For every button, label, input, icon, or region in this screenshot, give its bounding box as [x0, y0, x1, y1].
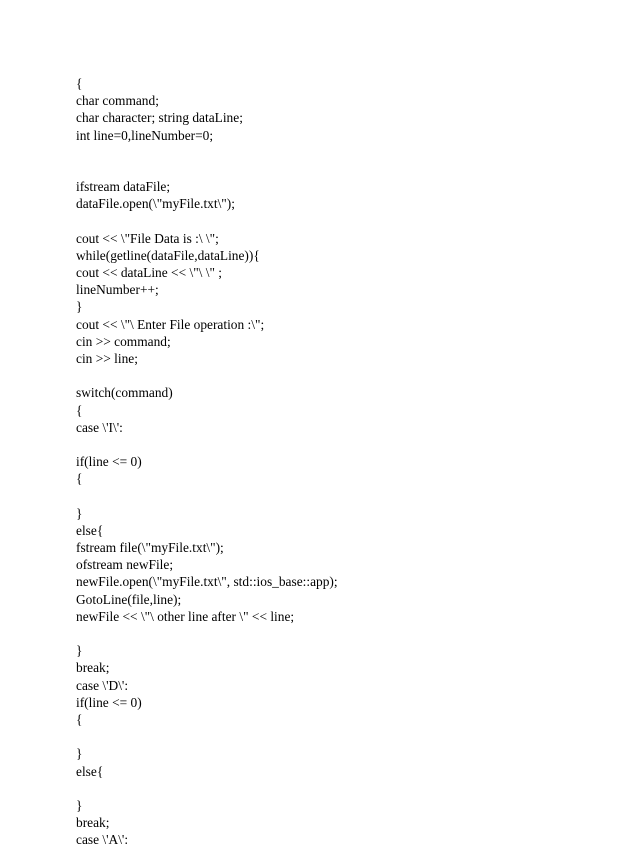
code-line: switch(command): [76, 385, 173, 401]
code-line: }: [76, 643, 83, 659]
code-line: else{: [76, 763, 104, 779]
code-line: int line=0,lineNumber=0;: [76, 127, 214, 143]
code-line: case \'I\':: [76, 419, 123, 435]
code-line: }: [76, 746, 83, 762]
code-line: case \'D\':: [76, 677, 129, 693]
code-line: if(line <= 0): [76, 694, 142, 710]
code-line: }: [76, 797, 83, 813]
code-line: cout << \"File Data is :\ \";: [76, 230, 219, 246]
code-line: cin >> command;: [76, 333, 171, 349]
code-line: [76, 728, 616, 745]
code-line: {: [76, 471, 83, 487]
code-line: if(line <= 0): [76, 454, 142, 470]
code-line: [76, 780, 616, 797]
code-line: lineNumber++;: [76, 282, 159, 298]
code-line: fstream file(\"myFile.txt\");: [76, 540, 224, 556]
code-line: else{: [76, 522, 104, 538]
code-line: GotoLine(file,line);: [76, 591, 182, 607]
code-line: [76, 367, 616, 384]
code-line: [76, 625, 616, 642]
code-text-block: [76, 75, 616, 848]
code-line: [76, 488, 616, 505]
code-line: [76, 436, 616, 453]
code-line: while(getline(dataFile,dataLine)){: [76, 247, 260, 263]
code-line: {: [76, 76, 83, 91]
code-line: }: [76, 299, 83, 315]
code-line: newFile.open(\"myFile.txt\", std::ios_base::app);: [76, 574, 338, 590]
code-line: ifstream dataFile;: [76, 179, 171, 195]
code-line: cout << dataLine << \"\ \" ;: [76, 265, 223, 281]
code-line: {: [76, 402, 83, 418]
code-line: newFile << \"\ other line after \" << line;: [76, 608, 295, 624]
code-line: cin >> line;: [76, 351, 138, 366]
code-line: [76, 213, 616, 230]
code-line: char character; string dataLine;: [76, 110, 243, 126]
code-line: break;: [76, 815, 110, 831]
code-line: ofstream newFile;: [76, 557, 174, 573]
code-line: }: [76, 505, 83, 521]
code-line: char command;: [76, 93, 159, 109]
code-line: {: [76, 711, 83, 727]
code-line: [76, 144, 616, 161]
code-line: break;: [76, 660, 110, 676]
code-line: case \'A\':: [76, 832, 129, 848]
code-line: dataFile.open(\"myFile.txt\");: [76, 196, 235, 212]
code-line: cout << \"\ Enter File operation :\";: [76, 316, 265, 332]
code-line: [76, 161, 616, 178]
